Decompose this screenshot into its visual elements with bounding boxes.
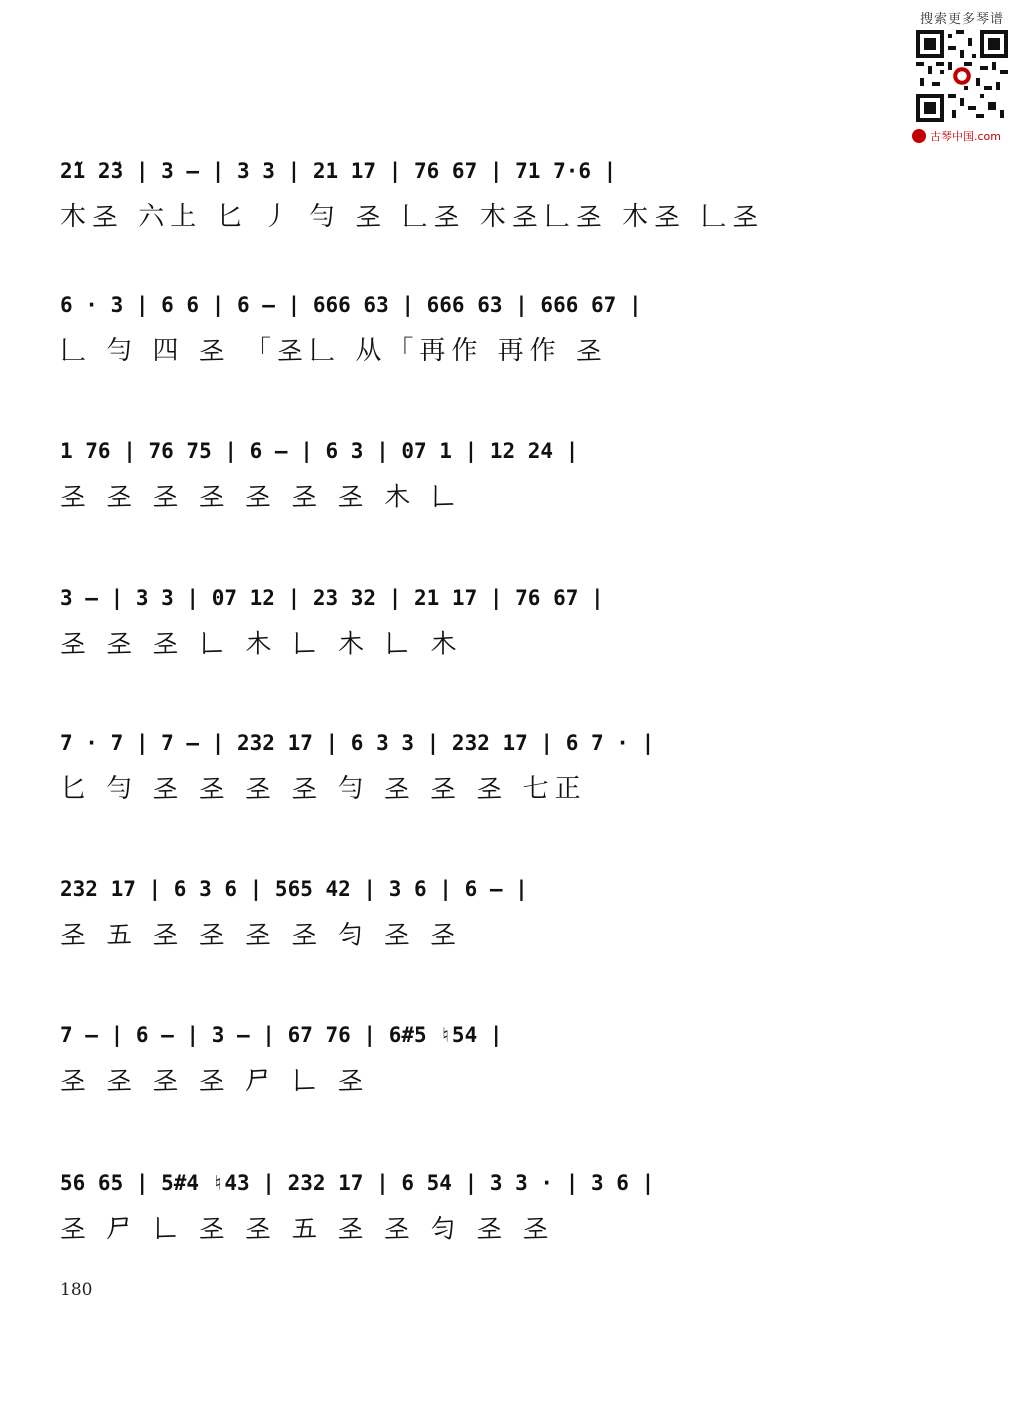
score-system-5 <box>60 720 860 812</box>
score-system-4 <box>60 575 860 667</box>
jianzipu-line: 𢀖 𢀖 𢀖 𢀖 𢀖 𢀖 𢀖 木 𠃊 <box>60 482 463 512</box>
site-logo-icon <box>912 129 926 143</box>
jianzipu-line: 𢀖 五 𢀖 𢀖 𢀖 𢀖 勻 𢀖 𢀖 <box>60 920 463 950</box>
score-system-8 <box>60 1160 860 1252</box>
score-system-3 <box>60 428 860 520</box>
jianzipu-line: 𢀖 𢀖 𢀖 𠃊 木 𠃊 木 𠃊 木 <box>60 629 463 659</box>
site-name: 古琴中国.com <box>930 130 1001 143</box>
site-logo <box>912 128 1012 144</box>
score-system-1 <box>60 148 860 240</box>
jianzipu-line: 𠃊 勻 四 𢀖 「𢀖𠃊 从「再作 再作 𢀖 <box>60 336 608 366</box>
page-number: 180 <box>60 1280 93 1300</box>
jianzipu-line: 匕 勻 𢀖 𢀖 𢀖 𢀖 勻 𢀖 𢀖 𢀖 七正 <box>60 774 587 804</box>
jianpu-line: 6 · 3 | 6 6 | 6 — | 666 63 | 666 63 | 666 67 | <box>60 293 642 317</box>
qr-code-icon <box>916 30 1008 122</box>
jianzipu-line: 木𢀖 六上 匕 丿 勻 𢀖 𠃊𢀖 木𢀖𠃊𢀖 木𢀖 𠃊𢀖 <box>60 202 765 232</box>
score-system-2 <box>60 282 860 374</box>
jianpu-line: 2̃1 2̃3 | 3 — | 3 3 | 21 17 | 76 67 | 71 7·6 | <box>60 159 617 183</box>
jianpu-line: 232 17 | 6 3 6 | 565 42 | 3 6 | 6 — | <box>60 877 528 901</box>
search-more-scores-label: 搜索更多琴谱 <box>919 12 1004 27</box>
jianzipu-line: 𢀖 𢀖 𢀖 𢀖 尸 𠃊 𢀖 <box>60 1066 370 1096</box>
jianpu-line: 1 76 | 76 75 | 6 — | 6 3 | 07 1 | 12 24 | <box>60 439 579 463</box>
jianpu-line: 3 — | 3 3 | 07 12 | 23 32 | 21 17 | 76 67 | <box>60 586 604 610</box>
jianpu-line: 7 · 7 | 7 — | 232 17 | 6 3 3 | 232 17 | 6 7 · | <box>60 731 655 755</box>
score-system-7 <box>60 1012 860 1104</box>
score-system-6 <box>60 866 860 958</box>
jianpu-line: 7 — | 6 — | 3 — | 67 76 | 6#5 ♮54 | <box>60 1023 503 1047</box>
jianzipu-line: 𢀖 尸 𠃊 𢀖 𢀖 五 𢀖 𢀖 勻 𢀖 𢀖 <box>60 1214 555 1244</box>
jianpu-line: 56 65 | 5#4 ♮43 | 232 17 | 6 54 | 3 3 · | 3 6 | <box>60 1171 655 1195</box>
